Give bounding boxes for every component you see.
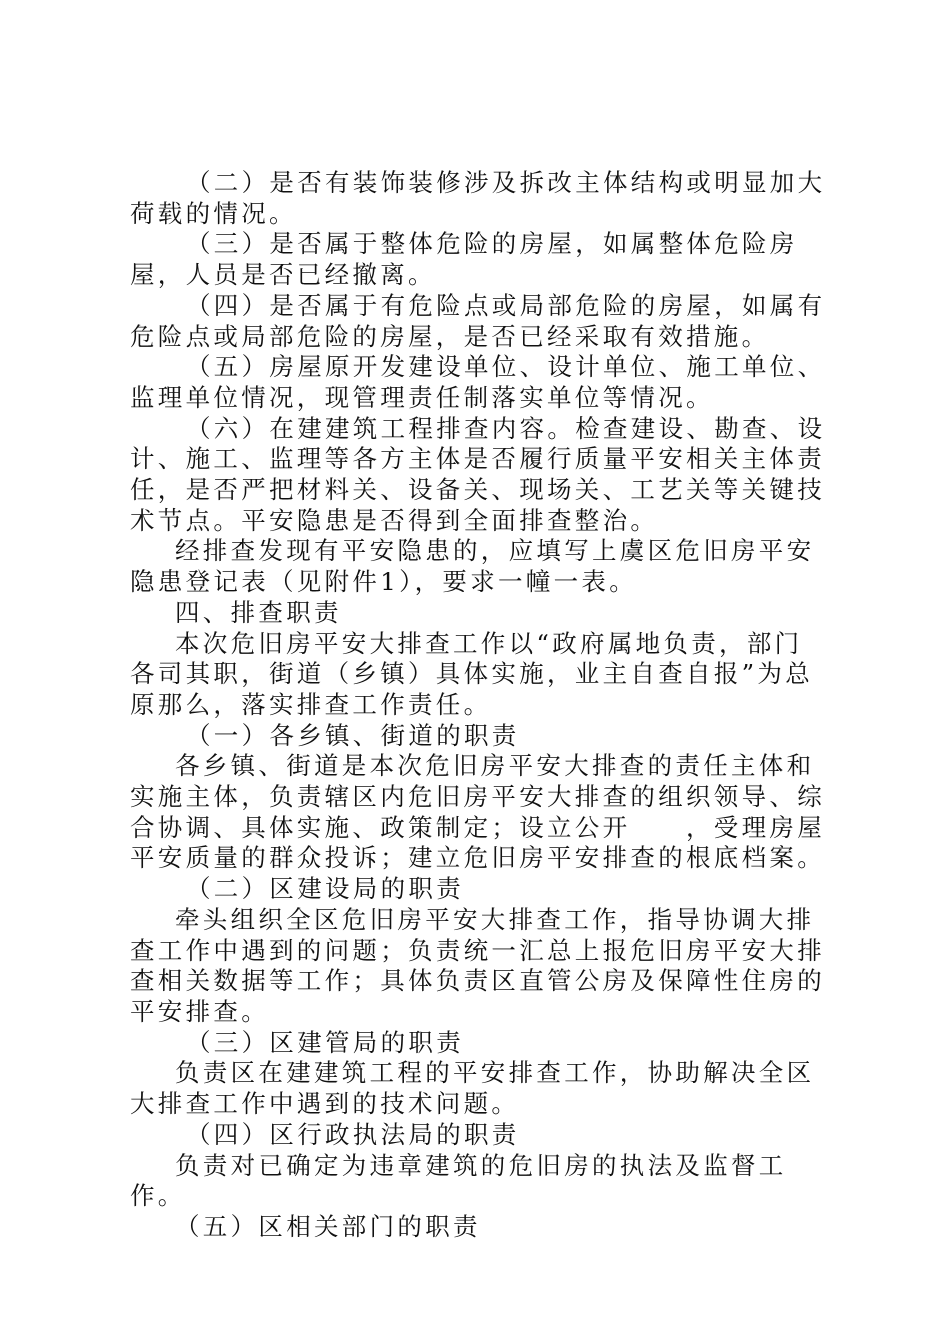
subheading-construction-bureau: （二）区建设局的职责: [186, 874, 464, 904]
paragraph-hazard-registration: 经排查发现有平安隐患的，应填写上虞区危旧房平安隐患登记表（见附件1），要求一幢一表。: [130, 536, 815, 597]
subheading-law-enforcement-bureau: （四）区行政执法局的职责: [186, 1119, 520, 1149]
subheading-township-duties: （一）各乡镇、街道的职责: [186, 720, 520, 750]
paragraph-construction-bureau: 牵头组织全区危旧房平安大排查工作，指导协调大排查工作中遇到的问题；负责统一汇总上报危旧房平安大排查相关数据等工作；具体负责区直管公房及保障性住房的平安排查。: [130, 904, 825, 1026]
paragraph-check-partial-danger: （四）是否属于有危险点或局部危险的房屋，如属有危险点或局部危险的房屋，是否已经采取有效措施。: [130, 290, 826, 351]
section-heading-duties: 四、排查职责: [175, 597, 342, 627]
paragraph-check-responsible-units: （五）房屋原开发建设单位、设计单位、施工单位、监理单位情况，现管理责任制落实单位等情况。: [130, 352, 826, 412]
paragraph-check-construction: （六）在建建筑工程排查内容。检查建设、勘查、设计、施工、监理等各方主体是否履行质量平安相关主体责任，是否严把材料关、设备关、现场关、工艺关等关键技术节点。平安隐患是否得到全面排查整治。: [130, 413, 826, 535]
paragraph-duties-principle: 本次危旧房平安大排查工作以“政府属地负责，部门各司其职，街道（乡镇）具体实施，业主自查自报”为总原那么，落实排查工作责任。: [130, 628, 814, 719]
paragraph-construction-management-bureau: 负责区在建建筑工程的平安排查工作，协助解决全区大排查工作中遇到的技术问题。: [130, 1058, 815, 1119]
paragraph-check-renovation: （二）是否有装饰装修涉及拆改主体结构或明显加大荷载的情况。: [130, 168, 826, 228]
document-body: [130, 168, 830, 1243]
paragraph-check-overall-danger: （三）是否属于整体危险的房屋，如属整体危险房屋，人员是否已经撤离。: [130, 229, 798, 290]
paragraph-law-enforcement-bureau: 负责对已确定为违章建筑的危旧房的执法及监督工作。: [130, 1150, 787, 1211]
subheading-construction-management-bureau: （三）区建管局的职责: [186, 1027, 464, 1057]
subheading-related-departments: （五）区相关部门的职责: [175, 1211, 481, 1241]
paragraph-township-duties: 各乡镇、街道是本次危旧房平安大排查的责任主体和实施主体，负责辖区内危旧房平安大排查的组织领导、综合协调、具体实施、政策制定；设立公开 ，受理房屋平安质量的群众投诉；建立危旧房平安排查的根底档案。: [130, 751, 825, 873]
